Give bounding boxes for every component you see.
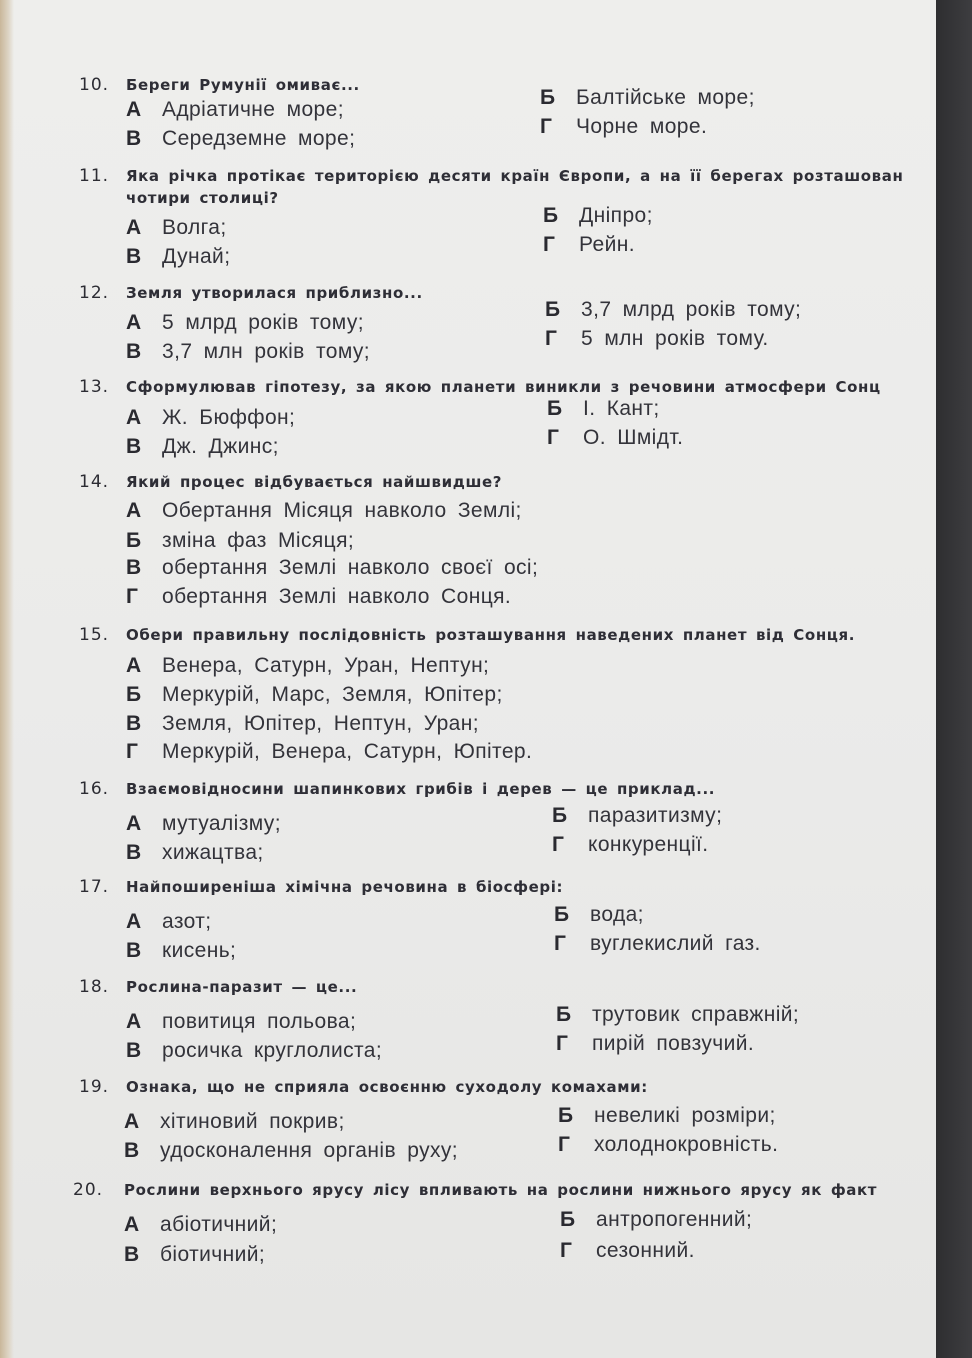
option-text: абіотичний;: [160, 1213, 278, 1236]
option-a: [126, 499, 522, 523]
option-letter: Г: [540, 115, 553, 138]
option-letter: В: [126, 245, 142, 268]
option-letter: Г: [126, 740, 139, 763]
question-number: 17.: [79, 877, 110, 897]
question-text: Яка річка протікає територією десяти країн Європи, а на її берегах розташован: [126, 167, 904, 185]
question-number: 13.: [79, 377, 110, 397]
option-g: [126, 585, 511, 609]
question-number: 11.: [79, 166, 110, 186]
option-text: обертання Землі навколо своєї осі;: [162, 556, 539, 579]
option-v: [126, 245, 230, 269]
option-b: [126, 529, 354, 553]
option-letter: Б: [543, 204, 559, 227]
option-letter: Б: [552, 804, 568, 827]
option-v: [126, 1039, 382, 1063]
option-letter: А: [126, 499, 142, 522]
option-letter: В: [126, 1039, 142, 1062]
option-text: хітиновий покрив;: [160, 1110, 345, 1133]
option-b: [547, 397, 660, 421]
option-text: Ж. Бюффон;: [162, 406, 296, 429]
option-text: І. Кант;: [583, 397, 660, 420]
option-text: Венера, Сатурн, Уран, Нептун;: [162, 654, 490, 677]
option-text: зміна фаз Місяця;: [162, 529, 355, 552]
option-letter: Г: [556, 1032, 569, 1055]
option-letter: В: [126, 939, 142, 962]
option-b: [552, 804, 722, 828]
option-text: удосконалення органів руху;: [160, 1139, 459, 1162]
option-v: [126, 127, 355, 151]
question-text: Земля утворилася приблизно...: [126, 284, 423, 302]
question-number: 20.: [73, 1180, 104, 1200]
option-v: [124, 1243, 265, 1267]
option-letter: Б: [558, 1104, 574, 1127]
option-a: [126, 216, 227, 240]
option-a: [126, 812, 281, 836]
option-a: [126, 1010, 356, 1034]
option-v: [126, 712, 479, 736]
option-text: пирій повзучий.: [592, 1032, 755, 1055]
option-a: [124, 1110, 345, 1134]
question-number: 14.: [79, 472, 110, 492]
option-text: вода;: [590, 903, 644, 926]
question-number: 19.: [79, 1077, 110, 1097]
dark-background-strip: [936, 0, 972, 1358]
option-text: О. Шмідт.: [583, 426, 684, 449]
option-text: повитиця польова;: [162, 1010, 357, 1033]
option-text: 5 млн років тому.: [581, 327, 769, 350]
option-letter: А: [126, 1010, 142, 1033]
question-text: Рослина-паразит — це...: [126, 978, 358, 996]
option-text: азот;: [162, 910, 212, 933]
option-a: [126, 910, 212, 934]
question-number: 18.: [79, 977, 110, 997]
option-letter: Б: [556, 1003, 572, 1026]
option-letter: В: [124, 1243, 140, 1266]
option-letter: Б: [560, 1208, 576, 1231]
option-b: [556, 1003, 799, 1027]
option-a: [126, 654, 489, 678]
option-g: [545, 327, 769, 351]
option-b: [560, 1208, 752, 1232]
option-letter: А: [124, 1110, 140, 1133]
option-text: Дж. Джинс;: [162, 435, 279, 458]
option-text: хижацтва;: [162, 841, 264, 864]
question-text: Взаємовідносини шапинкових грибів і дерев — це приклад...: [126, 780, 716, 798]
option-text: 3,7 млн років тому;: [162, 340, 371, 363]
option-g: [560, 1239, 695, 1263]
option-letter: Б: [554, 903, 570, 926]
option-text: вуглекислий газ.: [590, 932, 761, 955]
option-b: [540, 86, 755, 110]
option-text: Дунай;: [162, 245, 231, 268]
option-letter: Г: [126, 585, 139, 608]
option-text: Балтійське море;: [576, 86, 755, 109]
option-text: Волга;: [162, 216, 227, 239]
option-text: 5 млрд років тому;: [162, 311, 364, 334]
option-letter: В: [126, 841, 142, 864]
option-text: паразитизму;: [588, 804, 723, 827]
option-b: [126, 683, 503, 707]
option-letter: Б: [126, 683, 142, 706]
option-letter: Г: [543, 233, 556, 256]
option-text: невеликі розміри;: [594, 1104, 776, 1127]
option-a: [126, 406, 295, 430]
option-v: [126, 435, 279, 459]
option-b: [545, 298, 801, 322]
option-b: [543, 204, 653, 228]
option-text: сезонний.: [596, 1239, 695, 1262]
option-text: конкуренції.: [588, 833, 709, 856]
option-g: [554, 932, 761, 956]
option-text: біотичний;: [160, 1243, 266, 1266]
option-g: [126, 740, 532, 764]
question-text: Береги Румунії омиває...: [126, 76, 360, 94]
option-letter: Г: [547, 426, 560, 449]
option-text: Чорне море.: [576, 115, 708, 138]
option-text: Адріатичне море;: [162, 98, 344, 121]
option-letter: А: [126, 98, 142, 121]
option-text: 3,7 млрд років тому;: [581, 298, 802, 321]
option-letter: А: [126, 406, 142, 429]
option-letter: А: [126, 654, 142, 677]
option-text: Обертання Місяця навколо Землі;: [162, 499, 522, 522]
option-letter: А: [126, 812, 142, 835]
option-text: Середземне море;: [162, 127, 356, 150]
option-text: росичка круглолиста;: [162, 1039, 383, 1062]
option-letter: В: [126, 340, 142, 363]
option-text: Меркурій, Марс, Земля, Юпітер;: [162, 683, 503, 706]
option-g: [540, 115, 707, 139]
option-letter: Г: [560, 1239, 573, 1262]
option-letter: В: [126, 435, 142, 458]
question-text: Обери правильну послідовність розташування наведених планет від Сонця.: [126, 626, 856, 644]
question-text: Сформулював гіпотезу, за якою планети виникли з речовини атмосфери Сонц: [126, 378, 881, 396]
option-text: Меркурій, Венера, Сатурн, Юпітер.: [162, 740, 533, 763]
option-text: Земля, Юпітер, Нептун, Уран;: [162, 712, 479, 735]
option-b: [558, 1104, 776, 1128]
option-letter: Б: [540, 86, 556, 109]
option-letter: В: [126, 712, 142, 735]
option-v: [126, 340, 370, 364]
option-g: [547, 426, 683, 450]
option-text: кисень;: [162, 939, 237, 962]
option-text: мутуалізму;: [162, 812, 281, 835]
option-text: обертання Землі навколо Сонця.: [162, 585, 512, 608]
option-text: Рейн.: [579, 233, 635, 256]
option-letter: В: [124, 1139, 140, 1162]
question-number: 16.: [79, 779, 110, 799]
page-edge-shadow: [0, 0, 14, 1358]
option-text: Дніпро;: [579, 204, 653, 227]
option-b: [554, 903, 644, 927]
option-letter: Б: [126, 529, 142, 552]
option-text: холоднокровність.: [594, 1133, 779, 1156]
question-text: Рослини верхнього ярусу лісу впливають на рослини нижнього ярусу як факт: [124, 1181, 878, 1199]
option-letter: А: [126, 216, 142, 239]
option-letter: Г: [545, 327, 558, 350]
option-v: [124, 1139, 458, 1163]
option-letter: Б: [547, 397, 563, 420]
option-letter: В: [126, 556, 142, 579]
option-v: [126, 841, 264, 865]
option-g: [558, 1133, 778, 1157]
option-a: [126, 98, 344, 122]
option-v: [126, 556, 538, 580]
option-g: [552, 833, 709, 857]
option-letter: Г: [558, 1133, 571, 1156]
option-letter: А: [124, 1213, 140, 1236]
option-letter: А: [126, 311, 142, 334]
question-text: Який процес відбувається найшвидше?: [126, 473, 503, 491]
question-number: 10.: [79, 75, 110, 95]
option-a: [124, 1213, 277, 1237]
option-letter: Б: [545, 298, 561, 321]
option-g: [543, 233, 635, 257]
question-text-line2: чотири столиці?: [126, 189, 279, 207]
option-v: [126, 939, 236, 963]
question-text: Ознака, що не сприяла освоєнню суходолу комахами:: [126, 1078, 648, 1096]
option-a: [126, 311, 364, 335]
option-letter: Г: [552, 833, 565, 856]
option-letter: А: [126, 910, 142, 933]
option-g: [556, 1032, 754, 1056]
option-text: антропогенний;: [596, 1208, 753, 1231]
question-number: 15.: [79, 625, 110, 645]
question-number: 12.: [79, 283, 110, 303]
question-text: Найпоширеніша хімічна речовина в біосфері:: [126, 878, 564, 896]
option-letter: Г: [554, 932, 567, 955]
option-letter: В: [126, 127, 142, 150]
option-text: трутовик справжній;: [592, 1003, 800, 1026]
